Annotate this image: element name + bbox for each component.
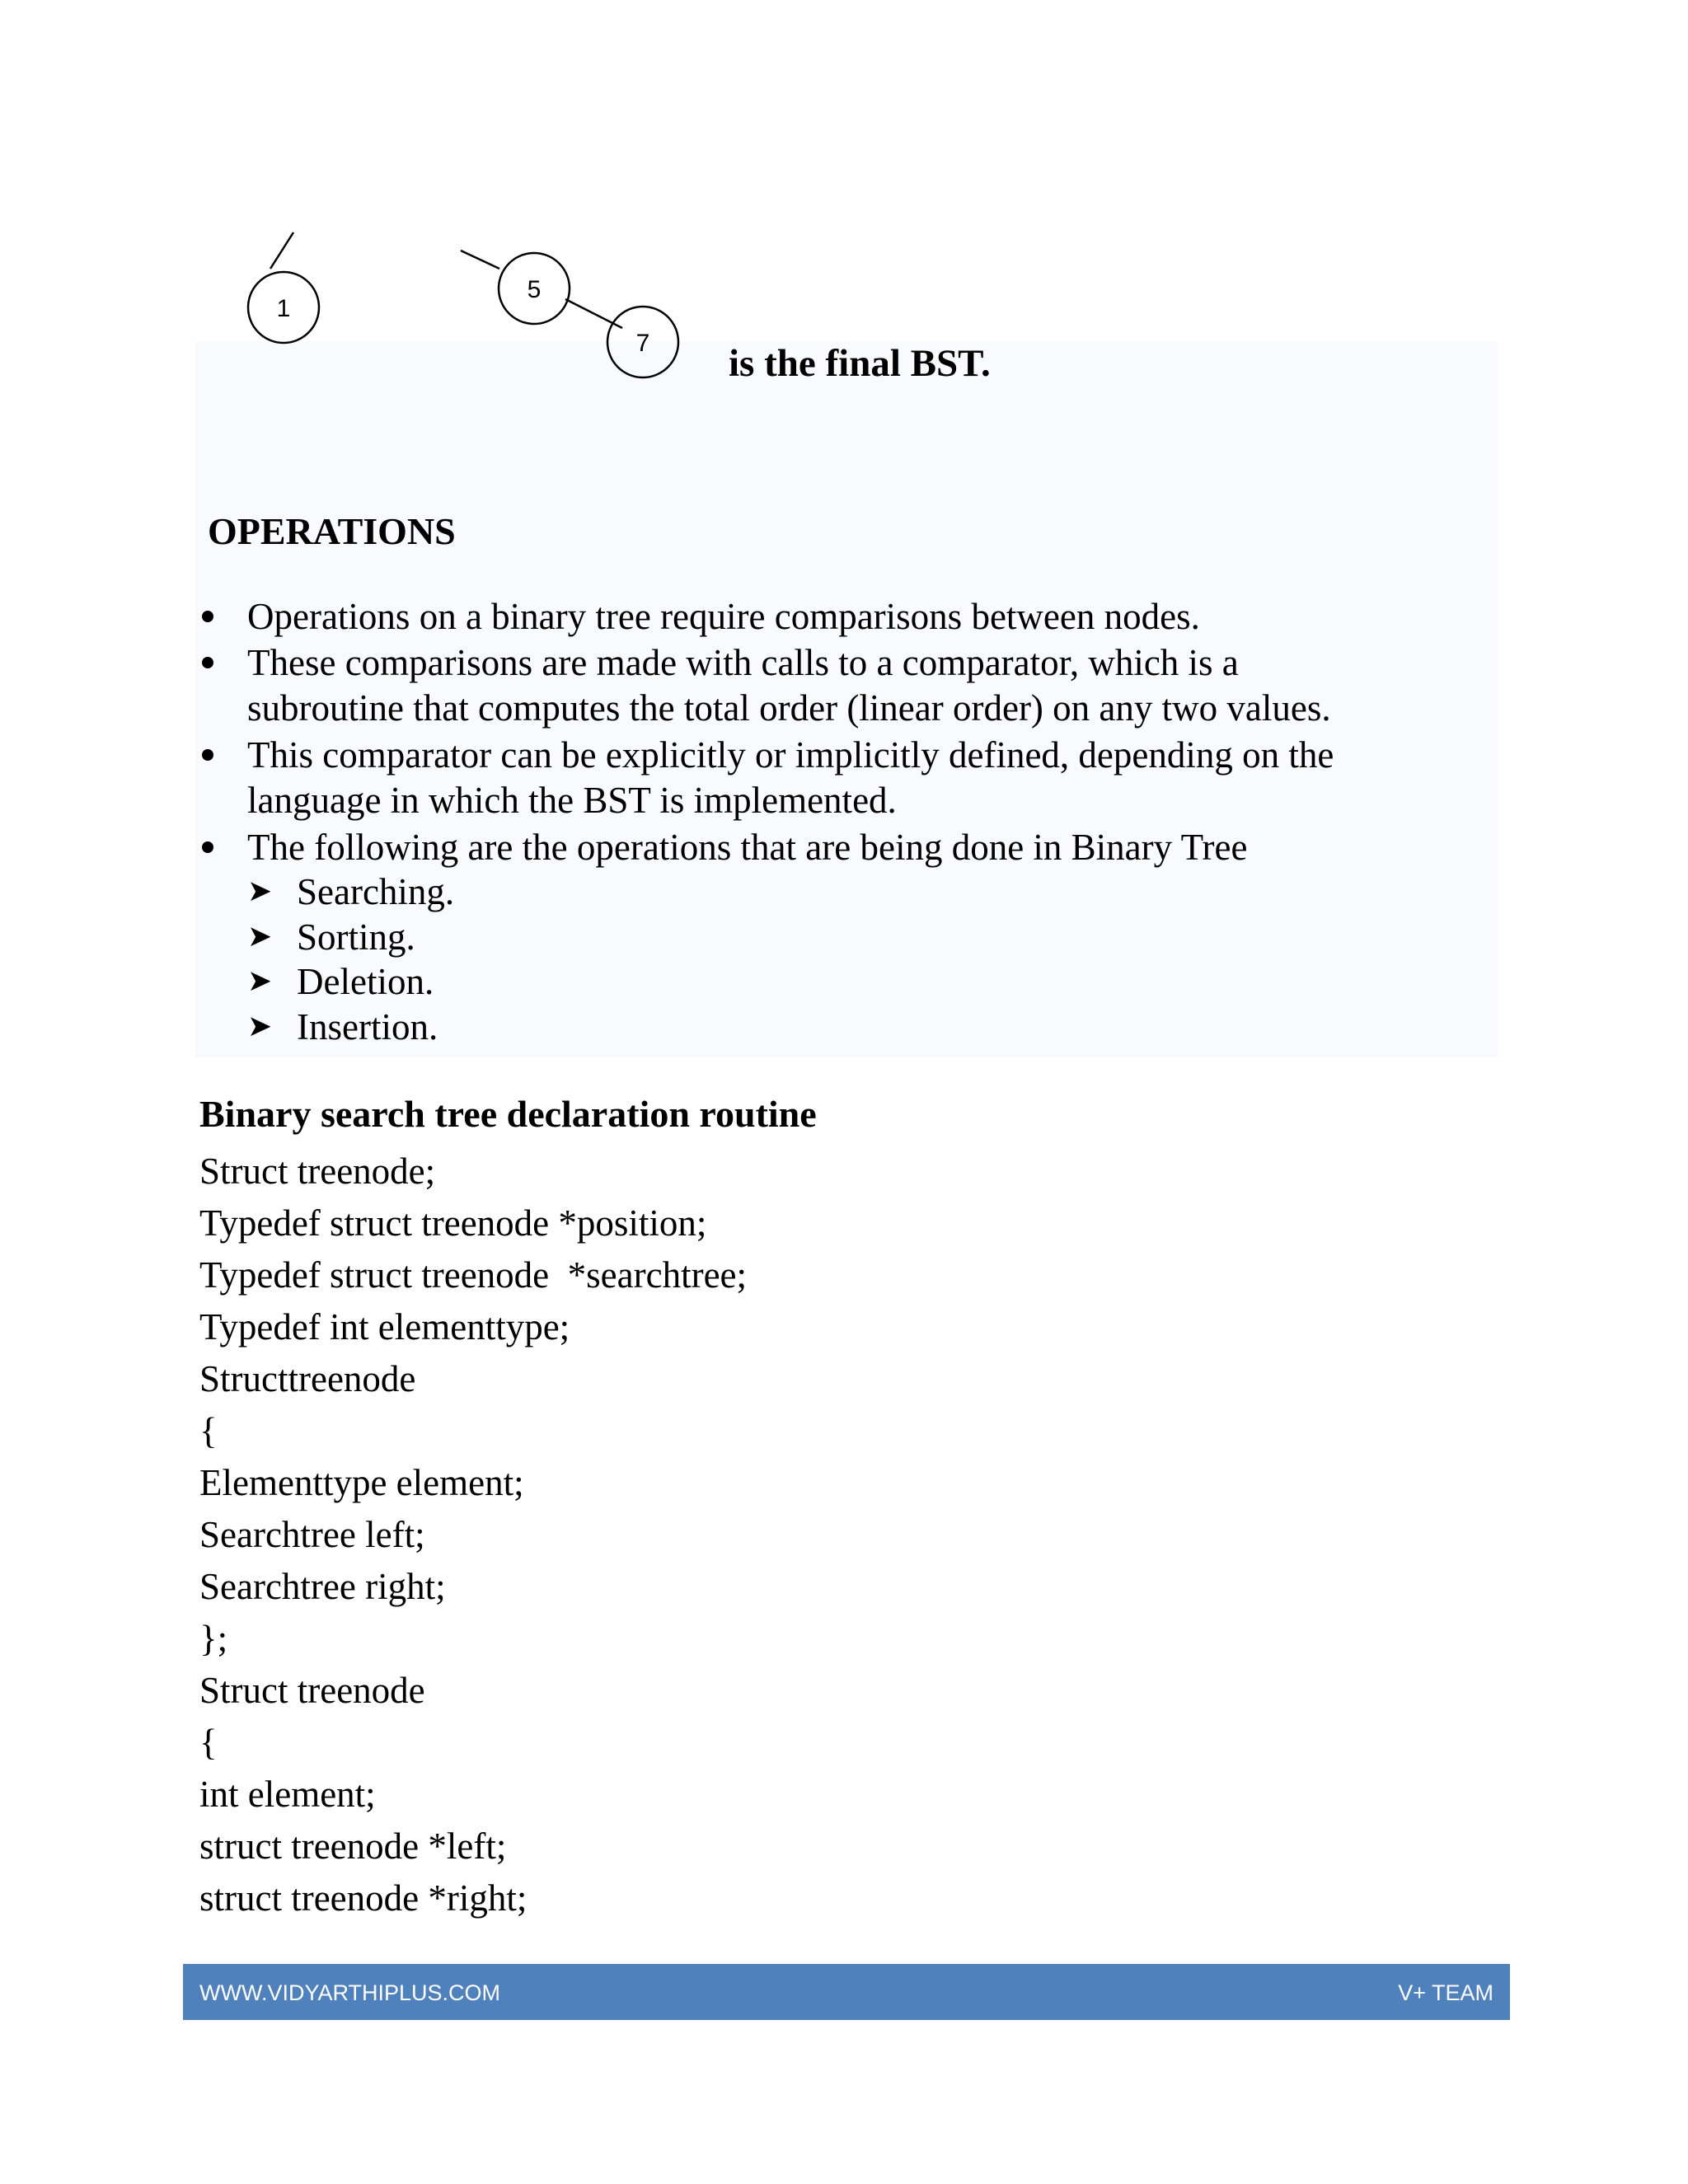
svg-text:5: 5 [527,276,542,303]
bullet-3-line-1: This comparator can be explicitly or implicitly defined, depending on the [247,734,1334,776]
bullet-dot [202,841,213,853]
code-line: { [199,1722,218,1763]
page-footer [183,1964,1510,2020]
node-1 [248,272,319,343]
sub-item-searching: Searching. [297,871,455,912]
arrow-bullet-icon: ➤ [247,1010,273,1043]
code-line: { [199,1410,218,1451]
bullet-2-line-2: subroutine that computes the total order (linear order) on any two values. [247,687,1331,729]
bullet-2-line-1: These comparisons are made with calls to a comparator, which is a [247,642,1239,683]
arrow-bullet-icon: ➤ [247,920,273,954]
sub-item-deletion: Deletion. [297,961,434,1002]
arrow-bullet-icon: ➤ [247,874,273,908]
bullet-1-line-1: Operations on a binary tree require comparisons between nodes. [247,596,1200,637]
diagram-caption: is the final BST. [729,342,991,385]
sub-item-sorting: Sorting. [297,916,415,958]
code-line: }; [199,1618,228,1659]
footer-team-label: V+ TEAM [1398,1980,1493,2005]
sub-item-insertion: Insertion. [297,1006,438,1047]
operations-heading: OPERATIONS [208,510,456,552]
code-line: Searchtree right; [199,1566,446,1607]
arrow-bullet-icon: ➤ [247,964,273,998]
code-line: Typedef int elementtype; [199,1306,570,1347]
edge-node-1-parent [270,232,293,269]
footer-website-link[interactable]: WWW.VIDYARTHIPLUS.COM [199,1980,501,2005]
svg-text:1: 1 [276,295,291,322]
bullet-4-line-1: The following are the operations that are being done in Binary Tree [247,827,1248,868]
declaration-heading: Binary search tree declaration routine [199,1093,817,1135]
edge-node-5-parent [461,251,499,269]
bullet-dot [202,749,213,761]
code-line: struct treenode *right; [199,1877,528,1919]
code-line: Typedef struct treenode *searchtree; [199,1254,748,1296]
code-line: struct treenode *left; [199,1825,507,1867]
code-line: Elementtype element; [199,1462,524,1503]
bullet-3-line-2: language in which the BST is implemented. [247,780,897,821]
node-7 [607,307,678,377]
code-line: Typedef struct treenode *position; [199,1202,707,1244]
bullet-dot [202,611,213,622]
node-5 [499,253,570,324]
code-line: Searchtree left; [199,1514,425,1555]
code-line: Struct treenode [199,1670,425,1711]
svg-text:7: 7 [635,330,650,357]
code-line: Struct treenode; [199,1151,436,1192]
bullet-dot [202,657,213,668]
code-line: int element; [199,1774,376,1815]
code-line: Structtreenode [199,1358,416,1399]
